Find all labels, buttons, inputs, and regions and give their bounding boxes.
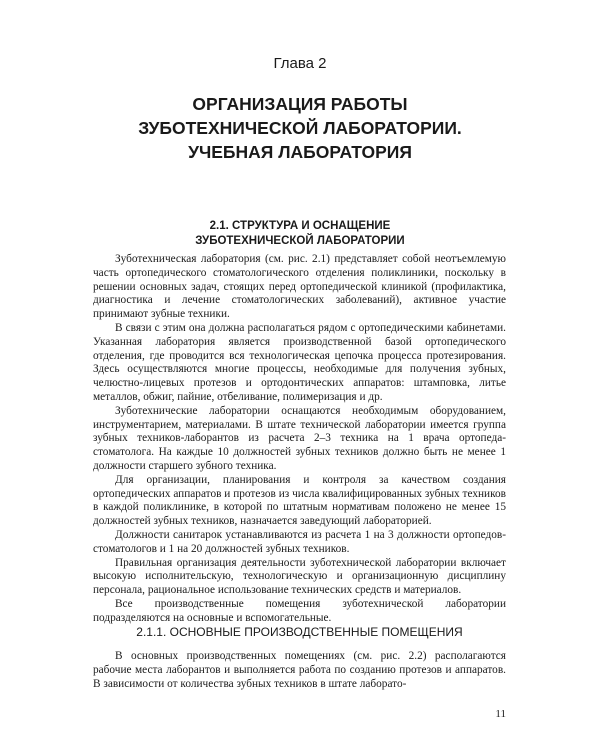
chapter-title-line: УЧЕБНАЯ ЛАБОРАТОРИЯ [188, 142, 412, 162]
paragraph: Зуботехническая лаборатория (см. рис. 2.1) представляет собой неотъемлемую часть ортопедического стоматологического отделения поликлиники, поскольку в решении основных задач, стоящих перед ортопедической клиникой (профилактика, диагностика и лечение стоматологических заболеваний), активное участие принимают зубные техники. [93, 253, 506, 321]
section-body [93, 253, 506, 626]
paragraph: Для организации, планирования и контроля за качеством создания ортопедических аппаратов и протезов из числа квалифицированных зубных техников в каждой поликлинике, в которой по штатным нормативам положено не менее 15 должностей зубных техников, назначается заведующий лабораторией. [93, 473, 506, 528]
section-title-line: ЗУБОТЕХНИЧЕСКОЙ ЛАБОРАТОРИИ [195, 235, 405, 247]
chapter-title-line: ЗУБОТЕХНИЧЕСКОЙ ЛАБОРАТОРИИ. [138, 118, 462, 138]
chapter-title [60, 92, 540, 164]
paragraph: Все производственные помещения зуботехнической лаборатории подразделяются на основные и вспомогательные. [93, 597, 506, 624]
section-title [60, 219, 540, 249]
paragraph: Зуботехнические лаборатории оснащаются необходимым оборудованием, инструментарием, материалами. В штате технической лаборатории имеется группа зубных техников-лаборантов из расчета 2–3 техника на 1 врача ортопеда-стоматолога. На каждые 10 должностей зубных техников должно быть не менее 1 должности старшего зубного техника. [93, 404, 506, 472]
paragraph: В основных производственных помещениях (см. рис. 2.2) располагаются рабочие места лаборантов и выполняется работа по созданию протезов и аппаратов. В зависимости от количества зубных техников в штате лаборато- [93, 650, 506, 690]
page-number: 11 [495, 708, 506, 720]
subsection-body [93, 650, 506, 691]
section-title-line: 2.1. СТРУКТУРА И ОСНАЩЕНИЕ [209, 220, 391, 232]
paragraph: В связи с этим она должна располагаться рядом с ортопедическими кабинетами. Указанная лаборатория является производственной базой ортопедического отделения, где проводится вся технологическая цепочка процесса протезирования. Здесь осуществляются многие процессы, необходимые для получения зубных, челюстно-лицевых протезов и ортодонтических аппаратов: штамповка, литье металлов, обжиг, пайние, отбеливание, полимеризация и др. [93, 321, 506, 403]
subsection-title: 2.1.1. ОСНОВНЫЕ ПРОИЗВОДСТВЕННЫЕ ПОМЕЩЕНИЯ [136, 625, 463, 639]
chapter-title-line: ОРГАНИЗАЦИЯ РАБОТЫ [192, 94, 408, 114]
paragraph: Должности санитарок устанавливаются из расчета 1 на 3 должности ортопедов-стоматологов и 1 на 20 должностей зубных техников. [93, 528, 506, 555]
chapter-label: Глава 2 [273, 55, 327, 72]
paragraph: Правильная организация деятельности зуботехнической лаборатории включает высокую исполнительскую, технологическую и организационную дисциплину персонала, рациональное использование технических средств и материалов. [93, 556, 506, 597]
